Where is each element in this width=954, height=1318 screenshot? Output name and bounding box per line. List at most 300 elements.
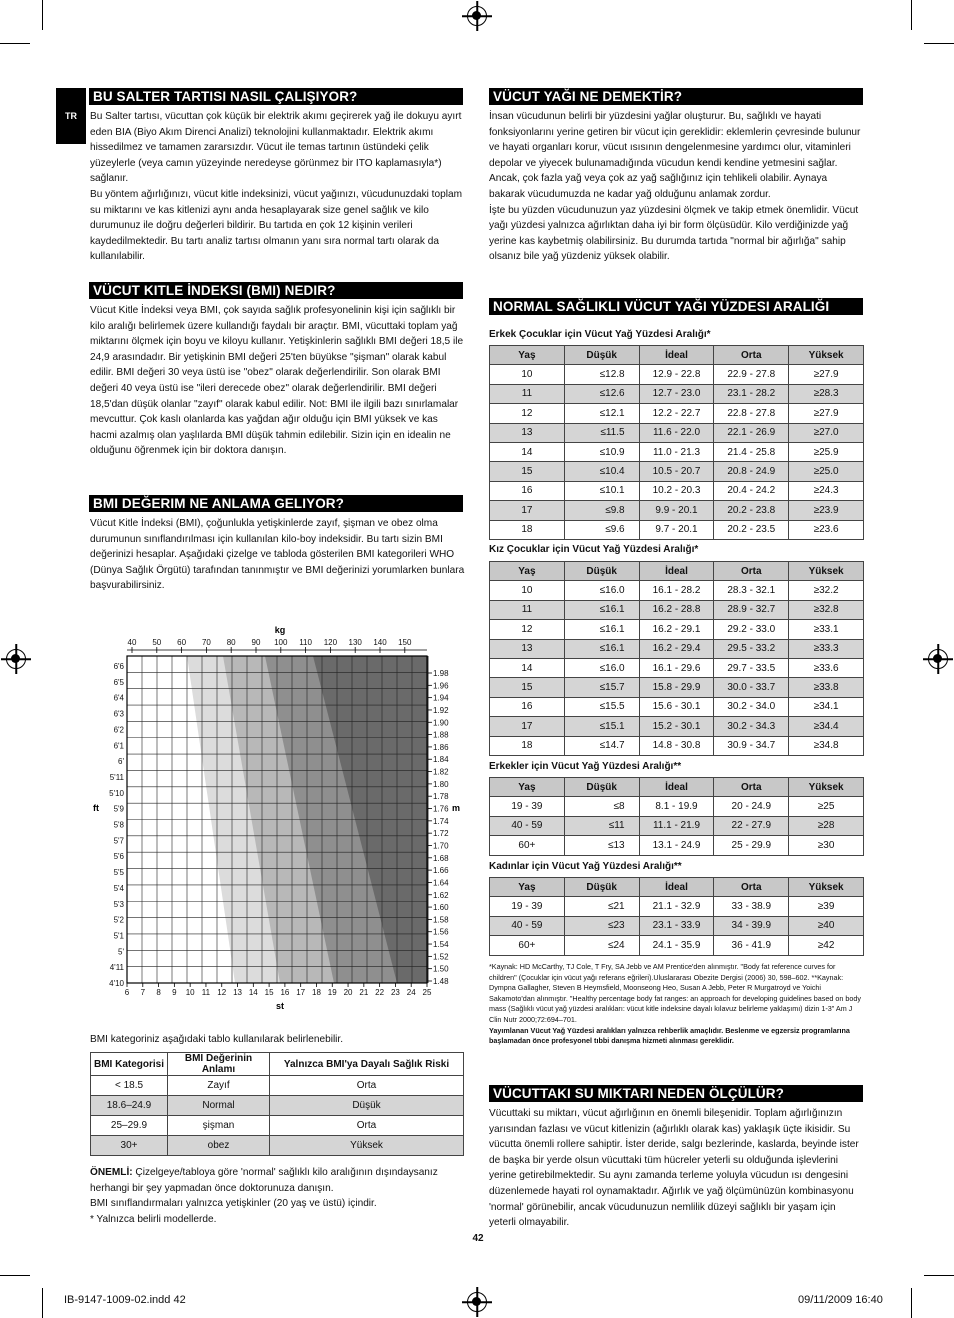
table-cell: 25–29.9 (91, 1116, 168, 1136)
table-cell: 17 (490, 717, 565, 736)
table-cell: 18 (490, 520, 565, 539)
table-cell: 13.1 - 24.9 (639, 836, 714, 855)
table-cell: 60+ (490, 936, 565, 955)
table-row (490, 717, 864, 736)
table-cell: ≤8 (564, 797, 639, 816)
table-cell: 10 (490, 581, 565, 600)
table-cell: ≥30 (789, 836, 864, 855)
table-cell: 11 (490, 600, 565, 619)
table-cell: ≥39 (789, 897, 864, 916)
st-tick-label: 22 (375, 988, 385, 997)
table-row (490, 816, 864, 835)
ft-tick-label: 5'9 (113, 804, 124, 814)
st-tick-label: 11 (201, 988, 211, 997)
column-header: İdeal (639, 778, 714, 797)
paragraph: BMI sınıflandırmaları yalnızca yetişkinler (20 yaş ve üstü) içindir. (90, 1198, 377, 1210)
m-tick-label: 1.80 (433, 779, 449, 789)
table-cell: ≤23 (564, 916, 639, 935)
paragraph: İşte bu yüzden vücudunuzun yaz yüzdesini ölçmek ve takip etmek önemlidir. Vücut yağı yüzdesi yalnızca ağırlıktan daha iyi bir form ölçüsüdür. Kilo verdiğinizde yağ yerine kas kaybetmiş olabilirsiniz. Bu durumda tartıda "normal bir ağırlığa" sahip olsanız bile yağ yüzdeniz yüksek olabilir. (489, 204, 859, 263)
table-cell: ≥33.8 (789, 678, 864, 697)
paragraph: Vücuttaki su miktarı, vücut ağırlığının en önemli bileşenidir. Toplam ağırlığınızın yarısından fazlası ve vücut kitlenizin (ağırlıklı olarak kas) yaklaşık üçte ikisidir. Su vücutta önemli rollere sahiptir. İster deride, salgı bezlerinde, kaslarda, beyinde ister de başka bir yerde olsun vücuttaki tüm hücreler yeterli su olduğunda işlevlerini yerine getirebilmektedir. Su aynı zamanda terleme yoluyla vücudun ısı dengesini düzenlemede hayati rol oynamaktadır. Ağırlık ve yağ ölçümünüzün kombinasyonu 'normal' görünebilir, ancak vücudunuzun nemlilik düzeyi sağlıklı bir yaşam için yeterli olmayabilir. (489, 1108, 859, 1229)
table-cell: ≤16.1 (564, 600, 639, 619)
kg-tick-label: 80 (226, 638, 236, 647)
column-header: Orta (714, 562, 789, 581)
st-axis-label: st (275, 1001, 285, 1011)
footer-date: 09/11/2009 16:40 (798, 1294, 883, 1306)
table-cell: 24.1 - 35.9 (639, 936, 714, 955)
crop-mark (0, 1275, 30, 1276)
table-cell: 12.2 - 22.7 (639, 404, 714, 423)
table-row (490, 462, 864, 481)
m-tick-label: 1.68 (433, 853, 449, 863)
table-cell: 20.4 - 24.2 (714, 481, 789, 500)
table-cell: ≤12.8 (564, 365, 639, 384)
table-cell: 20 - 24.9 (714, 797, 789, 816)
table-cell: ≤13 (564, 836, 639, 855)
table-cell: Düşük (270, 1096, 464, 1116)
m-tick-label: 1.52 (433, 952, 449, 962)
column-header: Yüksek (789, 778, 864, 797)
table-cell: 8.1 - 19.9 (639, 797, 714, 816)
kg-axis-label: kg (274, 625, 286, 635)
table-row (490, 658, 864, 677)
table-cell: 16.1 - 28.2 (639, 581, 714, 600)
table-cell: ≤16.0 (564, 658, 639, 677)
bmi-category-table (90, 1052, 464, 1156)
m-tick-label: 1.64 (433, 878, 449, 888)
table-cell: ≤16.1 (564, 639, 639, 658)
table-row (91, 1096, 464, 1116)
st-tick-label: 7 (140, 988, 146, 997)
table-cell: 9.7 - 20.1 (639, 520, 714, 539)
table-cell: 11.1 - 21.9 (639, 816, 714, 835)
table-cell: ≥27.9 (789, 404, 864, 423)
table-cell: obez (168, 1136, 270, 1156)
ft-tick-label: 6'2 (113, 725, 124, 735)
table-cell: ≤10.1 (564, 481, 639, 500)
kg-tick-label: 130 (348, 638, 362, 647)
crop-mark (924, 1275, 954, 1276)
bmi-table-intro: BMI kategoriniz aşağıdaki tablo kullanılarak belirlenebilir. (90, 1034, 344, 1045)
table-cell: ≥33.6 (789, 658, 864, 677)
table-cell: 28.9 - 32.7 (714, 600, 789, 619)
st-tick-label: 24 (406, 988, 416, 997)
boys-body-fat-table (489, 345, 864, 540)
table-cell: 14 (490, 442, 565, 461)
table-cell: 18 (490, 736, 565, 755)
section-body (90, 516, 466, 594)
m-tick-label: 1.78 (433, 792, 449, 802)
table-cell: ≥32.8 (789, 600, 864, 619)
ft-tick-label: 5'11 (109, 772, 124, 782)
table-cell: ≤10.9 (564, 442, 639, 461)
table-cell: 21.1 - 32.9 (639, 897, 714, 916)
table-cell: 16 (490, 481, 565, 500)
section-body (90, 109, 466, 265)
kg-tick-label: 90 (251, 638, 261, 647)
m-tick-label: 1.98 (433, 669, 449, 678)
m-tick-label: 1.82 (433, 767, 449, 777)
m-tick-label: 1.60 (433, 903, 449, 913)
kg-tick-label: 50 (152, 638, 162, 647)
table-cell: 29.2 - 33.0 (714, 620, 789, 639)
table-cell: 16.1 - 29.6 (639, 658, 714, 677)
section-body (489, 1106, 859, 1231)
table-cell: ≤15.5 (564, 697, 639, 716)
m-axis-label: m (452, 803, 461, 813)
table-cell: ≥34.1 (789, 697, 864, 716)
m-tick-label: 1.50 (433, 964, 449, 974)
column-header: Düşük (564, 778, 639, 797)
table-row (490, 520, 864, 539)
table-cell: 29.7 - 33.5 (714, 658, 789, 677)
st-tick-label: 9 (172, 988, 177, 997)
ft-tick-label: 5'1 (113, 931, 124, 941)
table-row (91, 1116, 464, 1136)
table-cell: 20.8 - 24.9 (714, 462, 789, 481)
table-row (490, 501, 864, 520)
table-cell: 28.3 - 32.1 (714, 581, 789, 600)
crop-mark (42, 1288, 43, 1318)
ft-tick-label: 6'3 (113, 709, 124, 719)
sources-text: *Kaynak: HD McCarthy, TJ Cole, T Fry, SA Jebb ve AM Prentice'den alınmıştır. "Body fat reference curves for children" (Çocuklar için vücut yağı referans eğrileri).Uluslararası Obezite Dergisi (2006) 30, 598–602. **Kaynak: Dympna Gallagher, Steven B Heymsfield, Moonseong Heo, Susan A Jebb, Peter R Murgatroyd ve Yoichi Sakamoto'dan alınmıştır. "Healthy percentage body fat ranges: an approach for developing guidelines based on body mass (Sağlıklı vücut yağ yüzdesi aralıkları: vücut kitle indeksine dayalı kılavuz belirleme yaklaşımı) dizin 1-3" Am J Clin Nutr 2000;72:694–701. (489, 962, 861, 1024)
table-row (490, 936, 864, 955)
table-row (490, 442, 864, 461)
st-tick-label: 19 (327, 988, 337, 997)
m-tick-label: 1.88 (433, 730, 449, 740)
table-cell: 22.1 - 26.9 (714, 423, 789, 442)
st-tick-label: 8 (156, 988, 161, 997)
table-row (490, 797, 864, 816)
table-cell: ≤21 (564, 897, 639, 916)
table-cell: 15 (490, 462, 565, 481)
table-cell: ≥33.3 (789, 639, 864, 658)
paragraph: * Yalnızca belirli modellerde. (90, 1213, 217, 1225)
table-cell: ≤15.7 (564, 678, 639, 697)
ft-tick-label: 6'5 (113, 677, 124, 687)
table-row (91, 1136, 464, 1156)
paragraph (90, 1165, 466, 1196)
st-tick-label: 12 (217, 988, 227, 997)
table-cell: 13 (490, 639, 565, 658)
table-cell: 40 - 59 (490, 816, 565, 835)
table-cell: 22.9 - 27.8 (714, 365, 789, 384)
m-tick-label: 1.54 (433, 940, 449, 950)
table-cell: ≥42 (789, 936, 864, 955)
paragraph: Vücut Kitle İndeksi (BMI), çoğunlukla yetişkinlerde zayıf, şişman ve obez olma durumunun sınıflandırılması için kullanılan kilo-boy indeksidir. Bu tartı sizin BMI değerinizi hesaplar. Aşağıdaki çizelge ve tabloda gösterilen BMI kategorileri WHO (Dünya Sağlık Örgütü) tarafından tanınmıştır ve BMI değerinizi yorumlarken bunlara başvurabilirsiniz. (90, 518, 465, 592)
bmi-height-weight-chart (80, 620, 475, 1015)
ft-tick-label: 4'10 (109, 979, 124, 988)
table-cell: ≤16.0 (564, 581, 639, 600)
ft-tick-label: 5'10 (109, 788, 124, 798)
m-tick-label: 1.70 (433, 841, 449, 851)
table-cell: 34 - 39.9 (714, 916, 789, 935)
table-cell: 29.5 - 33.2 (714, 639, 789, 658)
table-cell: ≥32.2 (789, 581, 864, 600)
table-cell: 12.9 - 22.8 (639, 365, 714, 384)
st-tick-label: 15 (264, 988, 274, 997)
table-row (490, 916, 864, 935)
table-cell: ≤10.4 (564, 462, 639, 481)
m-tick-label: 1.86 (433, 742, 449, 752)
table-cell: ≤15.1 (564, 717, 639, 736)
table-cell: ≥28 (789, 816, 864, 835)
page-number: 42 (472, 1233, 484, 1244)
m-tick-label: 1.48 (433, 977, 449, 986)
important-notes (90, 1165, 466, 1227)
table-cell: 36 - 41.9 (714, 936, 789, 955)
table-row (490, 697, 864, 716)
st-tick-label: 23 (390, 988, 400, 997)
ft-tick-label: 5'5 (113, 868, 124, 878)
paragraph: Bu yöntem ağırlığınızı, vücut kitle indeksinizi, vücut yağınızı, vücudunuzdaki toplam su miktarını ve kas kitlenizi aynı anda hesaplayarak size genel sağlık ve kilo durumunuz ile doğru değerleri bildirir. Bu tartıda en çok 12 kişinin verileri kaydedilmektedir. Bu tartı analiz tartısı olmanın yanı sıra normal tartı olarak da kullanılabilir. (90, 188, 462, 263)
table-cell: 30.0 - 33.7 (714, 678, 789, 697)
table-row (490, 836, 864, 855)
table-cell: < 18.5 (91, 1076, 168, 1096)
column-header: Düşük (564, 346, 639, 365)
ft-axis-label: ft (93, 803, 99, 813)
ft-tick-label: 6' (118, 757, 124, 767)
m-tick-label: 1.90 (433, 718, 449, 728)
table-cell: 30+ (91, 1136, 168, 1156)
table-cell: ≤14.7 (564, 736, 639, 755)
ft-tick-label: 5'2 (113, 915, 124, 925)
footer-filename: IB-9147-1009-02.indd 42 (64, 1294, 186, 1306)
table-row (490, 736, 864, 755)
table-cell: 15.8 - 29.9 (639, 678, 714, 697)
crop-mark (0, 43, 30, 44)
column-header: Yaş (490, 346, 565, 365)
table-cell: 10.2 - 20.3 (639, 481, 714, 500)
ft-tick-label: 6'1 (113, 741, 124, 751)
table-cell: ≥25.0 (789, 462, 864, 481)
ft-tick-label: 6'4 (113, 693, 124, 703)
column-header: Orta (714, 778, 789, 797)
m-tick-label: 1.74 (433, 816, 449, 826)
table-cell: Orta (270, 1076, 464, 1096)
table-cell: 15 (490, 678, 565, 697)
table-cell: 18.6–24.9 (91, 1096, 168, 1116)
kg-tick-label: 110 (299, 638, 312, 647)
table-cell: ≥34.4 (789, 717, 864, 736)
table-cell: 16.2 - 29.4 (639, 639, 714, 658)
table-row (91, 1076, 464, 1096)
registration-mark-icon (467, 6, 487, 26)
table-cell: 10.5 - 20.7 (639, 462, 714, 481)
column-header: İdeal (639, 562, 714, 581)
sources-disclaimer: Yayımlanan Vücut Yağ Yüzdesi aralıkları yalnızca rehberlik amaçlıdır. Beslenme ve egzersiz programlarına başlamadan önce profesyonel tıbbi danışma hizmeti alınması gereklidir. (489, 1025, 850, 1046)
table-cell: 25 - 29.9 (714, 836, 789, 855)
st-tick-label: 20 (343, 988, 353, 997)
kg-tick-label: 150 (398, 638, 412, 647)
kg-tick-label: 70 (201, 638, 211, 647)
column-header: Yüksek (789, 562, 864, 581)
st-tick-label: 21 (359, 988, 369, 997)
table-cell: Normal (168, 1096, 270, 1116)
st-tick-label: 16 (280, 988, 290, 997)
ft-tick-label: 5'4 (113, 883, 124, 893)
table-cell: 10 (490, 365, 565, 384)
table-cell: ≤12.1 (564, 404, 639, 423)
kg-tick-label: 100 (274, 638, 288, 647)
table-cell: 30.9 - 34.7 (714, 736, 789, 755)
table-cell: 14 (490, 658, 565, 677)
column-header: Orta (714, 346, 789, 365)
girls-body-fat-table (489, 561, 864, 756)
ft-tick-label: 5'6 (113, 852, 124, 862)
table-cell: 11.6 - 22.0 (639, 423, 714, 442)
table-title: Kız Çocuklar için Vücut Yağ Yüzdesi Aralığı* (489, 544, 699, 555)
table-cell: 22 - 27.9 (714, 816, 789, 835)
column-header: Orta (714, 878, 789, 897)
table-cell: ≥33.1 (789, 620, 864, 639)
section-heading: NORMAL SAĞLIKLI VÜCUT YAĞI YÜZDESI ARALIĞI (489, 298, 865, 315)
table-cell: ≥24.3 (789, 481, 864, 500)
table-cell: 19 - 39 (490, 897, 565, 916)
section-heading: BU SALTER TARTISI NASIL ÇALIŞIYOR? (89, 88, 465, 105)
paragraph: Bu Salter tartısı, vücuttan çok küçük bir elektrik akımı geçirerek yağ ile dokuyu ayırt eden BIA (Biyo Akım Direnci Analizi) teknolojini kullanmaktadır. Elektrik akımı hissedilmez ve tamamen zararsızdır. Vücut ile temas tartının üstündeki çelik yüzeylerle (veya camın yüzeyinde neredeyse görünmez bir ITO kaplamasıyla*) sağlanır. (90, 111, 462, 185)
m-tick-label: 1.56 (433, 927, 449, 937)
table-cell: ≤11.5 (564, 423, 639, 442)
st-tick-label: 17 (296, 988, 306, 997)
table-row (490, 639, 864, 658)
table-cell: 16.2 - 28.8 (639, 600, 714, 619)
section-heading: VÜCUT KITLE İNDEKSI (BMI) NEDIR? (89, 282, 465, 299)
table-cell: 16 (490, 697, 565, 716)
m-tick-label: 1.84 (433, 755, 449, 765)
table-row (490, 600, 864, 619)
column-header: İdeal (639, 878, 714, 897)
table-cell: ≤16.1 (564, 620, 639, 639)
column-header: BMI Kategorisi (91, 1053, 168, 1076)
table-cell: 14.8 - 30.8 (639, 736, 714, 755)
table-cell: ≤9.8 (564, 501, 639, 520)
table-cell: ≤11 (564, 816, 639, 835)
table-cell: 11.0 - 21.3 (639, 442, 714, 461)
table-cell: 13 (490, 423, 565, 442)
table-cell: ≤24 (564, 936, 639, 955)
st-tick-label: 10 (185, 988, 195, 997)
m-tick-label: 1.58 (433, 915, 449, 925)
table-cell: ≥27.9 (789, 365, 864, 384)
men-body-fat-table (489, 777, 864, 856)
table-cell: Zayıf (168, 1076, 270, 1096)
table-cell: 16.2 - 29.1 (639, 620, 714, 639)
women-body-fat-table (489, 877, 864, 956)
paragraph: Vücut Kitle İndeksi veya BMI, çok sayıda sağlık profesyonelinin kişi için sağlıklı bir kilo aralığı belirlemek üzere kullandığı faydalı bir araçtır. BMI, vücuttaki toplam yağ miktarını ölçmek için boyu ve kiloyu kullanır. Yetişkinlerin sağlıklı BMI değeri 18,5 ile 24,9 arasındadır. Bir yetişkinin BMI değeri 25'ten büyükse "şişman" olarak kabul edilir. BMI değeri 30 veya üstü ise "obez" olarak değerlendirilir. Son olarak BMI değeri 40 veya üstü ise "ileri derecede obez" olarak değerlendirilir. BMI değeri 18,5'dan düşük olanlar "zayıf" olarak kabul edilir. Not: BMI ile ilgili bazı sınırlamalar mevcuttur. Çok kaslı olanlarda kas yağdan ağır olduğu için BMI yüksek ve kas hacmi azalmış olan yaşlılarda BMI düşük tahmin edilebilir. Sizin için en idealin ne olduğunu öğrenmek için bir doktora danışın. (90, 305, 464, 457)
table-cell: ≥40 (789, 916, 864, 935)
table-header-row (490, 778, 864, 797)
table-cell: ≥23.6 (789, 520, 864, 539)
st-tick-label: 13 (233, 988, 242, 997)
table-cell: ≤9.6 (564, 520, 639, 539)
table-cell: ≥27.0 (789, 423, 864, 442)
ft-tick-label: 5'7 (113, 836, 124, 846)
table-cell: 23.1 - 28.2 (714, 384, 789, 403)
ft-tick-label: 6'6 (113, 662, 124, 671)
table-row (490, 678, 864, 697)
section-heading: BMI DEĞERIM NE ANLAMA GELIYOR? (89, 495, 465, 512)
table-cell: 60+ (490, 836, 565, 855)
column-header: Düşük (564, 562, 639, 581)
table-cell: 15.6 - 30.1 (639, 697, 714, 716)
m-tick-label: 1.62 (433, 890, 449, 900)
st-tick-label: 25 (422, 988, 432, 997)
table-header-row (490, 878, 864, 897)
table-cell: Orta (270, 1116, 464, 1136)
m-tick-label: 1.72 (433, 829, 449, 839)
crop-mark (924, 43, 954, 44)
table-cell: 19 - 39 (490, 797, 565, 816)
important-label: ÖNEMLİ: (90, 1167, 133, 1178)
table-row (490, 581, 864, 600)
m-tick-label: 1.76 (433, 804, 449, 814)
kg-tick-label: 60 (177, 638, 187, 647)
table-title: Erkekler için Vücut Yağ Yüzdesi Aralığı** (489, 761, 682, 772)
column-header: Düşük (564, 878, 639, 897)
ft-tick-label: 4'11 (109, 963, 124, 973)
section-body (90, 303, 466, 459)
st-tick-label: 14 (248, 988, 258, 997)
table-cell: 21.4 - 25.8 (714, 442, 789, 461)
m-tick-label: 1.66 (433, 866, 449, 876)
table-cell: Yüksek (270, 1136, 464, 1156)
table-cell: 22.8 - 27.8 (714, 404, 789, 423)
column-header: İdeal (639, 346, 714, 365)
registration-mark-icon (6, 649, 26, 669)
table-cell: 9.9 - 20.1 (639, 501, 714, 520)
language-tab: TR (56, 88, 86, 144)
table-cell: 20.2 - 23.8 (714, 501, 789, 520)
paragraph: İnsan vücudunun belirli bir yüzdesini yağlar oluşturur. Bu, sağlıklı ve hayati fonksiyonlarını yerine getiren bir vücut için gereklidir: eklemlerin çevresinde bulunur ve hayati organları korur, vücut ısısının dengelenmesine yardımcı olur, vitaminleri depolar ve yiyecek bulunamadığında vücudun kendi kendine yetmesini sağlar. Ancak, çok fazla yağ veya çok az yağ sağlığınız için tehlikeli olabilir. Aynaya bakarak vücudumuzda ne kadar yağ olduğunu anlamak zordur. (489, 111, 861, 200)
table-cell: 11 (490, 384, 565, 403)
table-row (490, 897, 864, 916)
table-cell: 33 - 38.9 (714, 897, 789, 916)
table-cell: 12 (490, 404, 565, 423)
section-body (489, 109, 864, 265)
sources-note (489, 962, 865, 1047)
table-cell: 17 (490, 501, 565, 520)
table-header-row (490, 562, 864, 581)
m-tick-label: 1.94 (433, 693, 449, 703)
table-cell: ≥34.8 (789, 736, 864, 755)
column-header: BMI Değerinin Anlamı (168, 1053, 270, 1076)
column-header: Yalnızca BMI'ya Dayalı Sağlık Riski (270, 1053, 464, 1076)
m-tick-label: 1.92 (433, 705, 449, 715)
table-cell: 20.2 - 23.5 (714, 520, 789, 539)
st-tick-label: 18 (312, 988, 321, 997)
table-cell: ≥25.9 (789, 442, 864, 461)
table-row (490, 423, 864, 442)
section-heading: VÜCUT YAĞI NE DEMEKTİR? (489, 88, 865, 105)
table-row (490, 481, 864, 500)
kg-tick-label: 120 (323, 638, 338, 647)
table-cell: 30.2 - 34.0 (714, 697, 789, 716)
table-row (490, 620, 864, 639)
crop-mark (42, 0, 43, 30)
table-cell: ≤12.6 (564, 384, 639, 403)
table-row (490, 384, 864, 403)
table-cell: 12 (490, 620, 565, 639)
kg-tick-label: 140 (373, 638, 387, 647)
ft-tick-label: 5'3 (113, 899, 124, 909)
table-cell: 30.2 - 34.3 (714, 717, 789, 736)
ft-tick-label: 5'8 (113, 820, 124, 830)
table-title: Kadınlar için Vücut Yağ Yüzdesi Aralığı** (489, 861, 682, 872)
m-tick-label: 1.96 (433, 681, 449, 691)
table-row (490, 365, 864, 384)
table-cell: 12.7 - 23.0 (639, 384, 714, 403)
